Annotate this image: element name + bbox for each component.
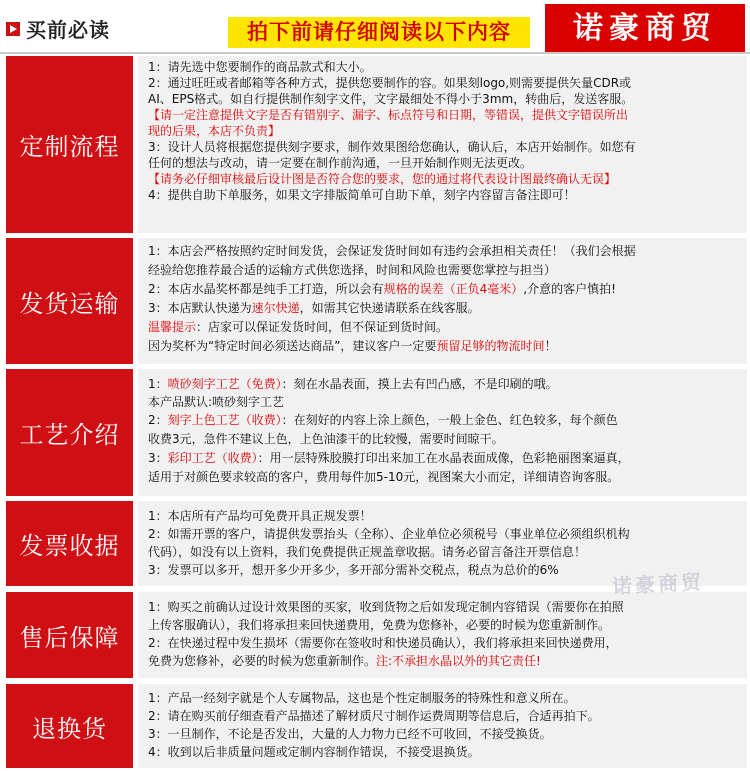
text-line: 代码），如没有以上资料，我们免费提供正规盖章收据。请务必留言备注开票信息！ xyxy=(148,545,587,559)
highlight-text: 刻字上色工艺（收费） xyxy=(167,413,282,427)
text-line: 经验给您推荐最合适的运输方式供您选择，时间和风险也需要您掌控与担当） xyxy=(148,263,557,277)
section-label: 工艺介绍 xyxy=(6,369,133,496)
section-craft xyxy=(6,369,747,496)
text-line: 1：喷砂刻字工艺（免费）：刻在水晶表面，摸上去有凹凸感，不是印刷的哦。 xyxy=(148,377,558,391)
warning-line: 【请一定注意提供文字是否有错别字、漏字、标点符号和日期，等错误，提供文字错误所出 xyxy=(148,108,629,122)
section-label: 定制流程 xyxy=(6,56,133,233)
text-line: 1：购买之前确认过设计效果图的买家，收到货物之后如发现定制内容错误（需要你在拍照 xyxy=(148,600,624,614)
watermark: 诺豪商贸 xyxy=(611,569,705,599)
text-line: 适用于对颜色要求较高的客户，费用每件加5-10元，视图案大小而定，详细请咨询客服。 xyxy=(148,470,620,484)
text-line: 免费为您修补，必要的时候为您重新制作。注:不承担水晶以外的其它责任! xyxy=(148,654,541,668)
warning-line: 现的后果，本店不负责】 xyxy=(148,124,281,138)
page-title: 买前必读 xyxy=(26,18,110,42)
text-line: 2：如需开票的客户，请提供发票抬头（全称）、企业单位必须税号（事业单位必须组织机构 xyxy=(148,527,630,541)
text-line: 3：彩印工艺（收费）：用一层特殊胶膜打印出来加工在水晶表面成像，色彩艳丽图案逼真， xyxy=(148,451,630,465)
text-line: 本产品默认:喷砂刻字工艺 xyxy=(148,395,285,409)
section-label: 发货运输 xyxy=(6,238,133,364)
text-line: 1：产品一经刻字就是个人专属物品，这也是个性定制服务的特殊性和意义所在。 xyxy=(148,691,576,705)
text-line: 2：请在购买前仔细查看产品描述了解材质尺寸制作运费周期等信息后，合适再拍下。 xyxy=(148,709,600,723)
highlight-text: 预留足够的物流时间 xyxy=(436,339,545,353)
header-divider xyxy=(0,52,750,54)
highlight-text: 彩印工艺（收费） xyxy=(167,451,258,465)
section-content xyxy=(138,369,747,496)
highlight-text: 注:不承担水晶以外的其它责任! xyxy=(376,654,541,668)
text-line: 3：一旦制作，不论是否发出，大量的人力物力已经不可收回，不接受换货。 xyxy=(148,727,552,741)
section-label: 发票收据 xyxy=(6,501,133,586)
text-line: 1：本店所有产品均可免费开具正规发票！ xyxy=(148,509,372,523)
text-line: 任何的想法与改动，请一定要在制作前沟通，一旦开始制作则无法更改。 xyxy=(148,156,533,170)
text-line: 2：刻字上色工艺（收费）：在刻好的内容上涂上颜色，一般上金色、红色较多，每个颜色 xyxy=(148,413,618,427)
text-line: 4：收到以后非质量问题或定制内容制作错误，不接受退换货。 xyxy=(148,745,480,759)
section-content xyxy=(138,238,747,364)
section-shipping xyxy=(6,238,747,364)
highlight-text: 温馨提示 xyxy=(148,320,197,334)
highlight-text: 喷砂刻字工艺（免费） xyxy=(167,377,282,391)
text-line: 1：本店会严格按照约定时间发货，会保证发货时间如有违约会承担相关责任！（我们会根据 xyxy=(148,244,636,258)
play-arrow-icon xyxy=(6,22,20,36)
section-after-sales xyxy=(6,592,747,678)
section-content xyxy=(138,56,747,233)
text-line: 因为奖杯为“特定时间必须送达商品”，建议客户一定要预留足够的物流时间！ xyxy=(148,339,557,353)
text-line: 3：本店默认快递为速尔快递，如需其它快递请联系在线客服。 xyxy=(148,301,480,315)
highlight-text: 速尔快递 xyxy=(251,301,300,315)
header xyxy=(0,0,750,54)
highlight-text: 规格的误差（正负4毫米） xyxy=(383,282,524,296)
notice-banner: 拍下前请仔细阅读以下内容 xyxy=(228,17,530,48)
section-returns xyxy=(6,684,747,768)
text-line: 上传客服确认），我们将承担来回快递费用，免费为您修补，必要的时候为您重新制作。 xyxy=(148,618,611,632)
text-line: 3：发票可以多开，想开多少开多少，多开部分需补交税点，税点为总价的6% xyxy=(148,563,559,577)
text-line: 2：在快递过程中发生损坏（需要你在签收时和快递员确认），我们将承担来回快递费用， xyxy=(148,636,618,650)
text-line: 4：提供自助下单服务，如果文字排版简单可自助下单，刻字内容留言备注即可！ xyxy=(148,188,576,202)
section-customization xyxy=(6,56,747,233)
text-line: 2：本店水晶奖杯都是纯手工打造，所以会有规格的误差（正负4毫米）,介意的客户慎拍! xyxy=(148,282,616,296)
text-line: AI、EPS格式。如自行提供制作刻字文件，文字最细处不得小于3mm，转曲后，发送客服。 xyxy=(148,92,634,106)
section-label: 退换货 xyxy=(6,684,133,768)
section-content xyxy=(138,592,747,678)
section-content xyxy=(138,684,747,768)
text-line: 收费3元，急件不建议上色，上色油漆干的比较慢，需要时间晾干。 xyxy=(148,432,504,446)
warning-line: 【请务必仔细审核最后设计图是否符合您的要求，您的通过将代表设计图最终确认无误】 xyxy=(148,172,617,186)
brand-logo: 诺豪商贸 xyxy=(545,4,745,54)
section-label: 售后保障 xyxy=(6,592,133,678)
text-line: 温馨提示：店家可以保证发货时间，但不保证到货时间。 xyxy=(148,320,449,334)
text-line: 2：通过旺旺或者邮箱等各种方式，提供您要制作的容。如果刻logo,则需要提供矢量CDR或 xyxy=(148,76,632,90)
text-line: 1：请先选中您要制作的商品款式和大小。 xyxy=(148,60,372,74)
text-line: 3：设计人员将根据您提供刻字要求，制作效果图给您确认，确认后，本店开始制作。如您有 xyxy=(148,140,636,154)
